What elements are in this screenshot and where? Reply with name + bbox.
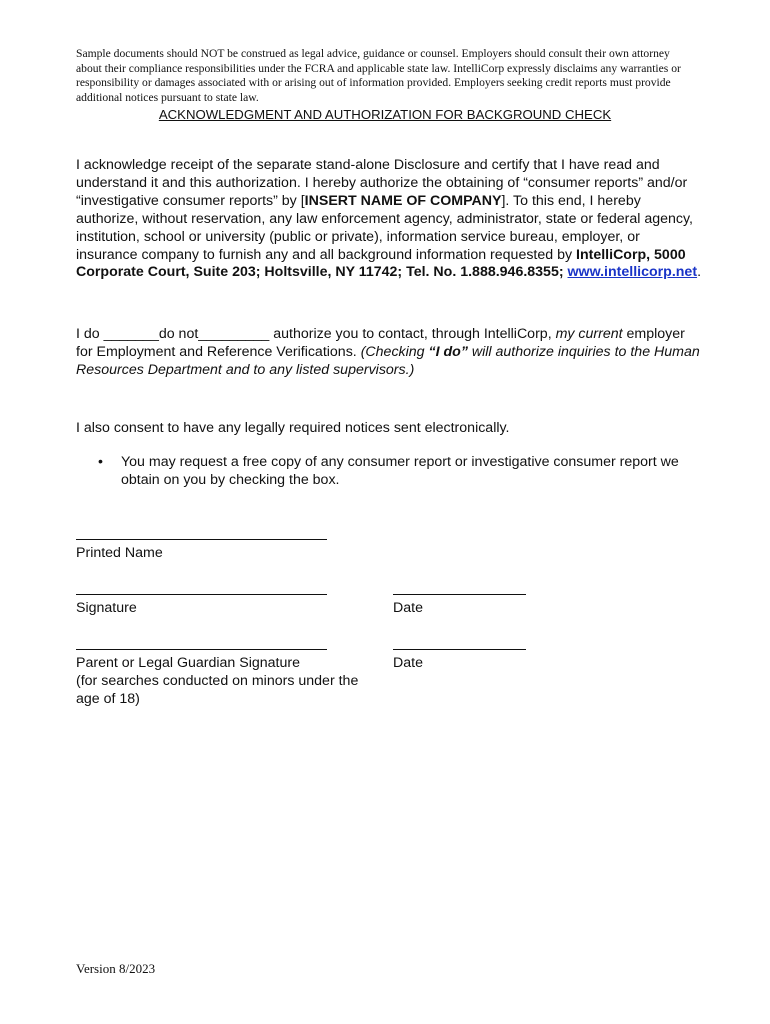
- guardian-date-label: Date: [393, 655, 423, 671]
- authorization-text-continued: ]. To this end, I hereby authorize, without reservation, any law enforcement agency, administrator, state or federal agency, institution, school or university (public or private), information service bureau, employer, or insurance company to furnish any and all background information requested by: [76, 192, 693, 263]
- intellicorp-website-link[interactable]: www.intellicorp.net: [567, 264, 698, 281]
- document-title: ACKNOWLEDGMENT AND AUTHORIZATION FOR BACKGROUND CHECK: [158, 107, 612, 122]
- employer-contact-text-continued: employer for Employment and Reference Verifications.: [76, 326, 685, 360]
- date-label: Date: [393, 600, 423, 616]
- guardian-signature-line[interactable]: [76, 649, 327, 650]
- authorization-paragraph: [76, 157, 701, 282]
- checking-note-start: (Checking: [360, 343, 429, 360]
- printed-name-line[interactable]: [76, 539, 327, 540]
- signature-label: Signature: [76, 600, 137, 616]
- guardian-signature-note: (for searches conducted on minors under the age of 18): [76, 672, 359, 707]
- electronic-consent-paragraph: I also consent to have any legally required notices sent electronically.: [76, 420, 510, 436]
- employer-contact-text: I do _______do not_________ authorize you to contact, through IntelliCorp,: [76, 326, 556, 342]
- intellicorp-address: IntelliCorp, 5000 Corporate Court, Suite 203; Holtsville, NY 11742; Tel. No. 1.888.946.8355;: [76, 246, 686, 281]
- date-line[interactable]: [393, 594, 526, 595]
- signature-line[interactable]: [76, 594, 327, 595]
- authorization-end: .: [697, 264, 702, 281]
- printed-name-label: Printed Name: [76, 545, 163, 561]
- guardian-signature-title: Parent or Legal Guardian Signature: [76, 655, 300, 671]
- guardian-signature-label: [76, 655, 366, 709]
- guardian-date-line[interactable]: [393, 649, 526, 650]
- employer-contact-paragraph: [76, 326, 701, 380]
- checking-note-end: will authorize inquiries to the Human Resources Department and to any listed supervisors.): [76, 343, 700, 378]
- bullet-icon: •: [98, 454, 103, 470]
- version-footer: Version 8/2023: [76, 961, 156, 976]
- authorization-text: I acknowledge receipt of the separate stand-alone Disclosure and certify that I have read and understand it and this authorization. I hereby authorize the obtaining of “consumer reports” and/or “investigative consumer reports” by [: [76, 157, 688, 209]
- employer-contact-italic: my current: [555, 326, 623, 342]
- free-copy-text: You may request a free copy of any consumer report or investigative consumer report we obtain on you by checking the box.: [121, 454, 679, 488]
- legal-disclaimer: Sample documents should NOT be construed as legal advice, guidance or counsel. Employers should consult their own attorney about their compliance responsibilities under the FCRA and applicable state law. IntelliCorp expressly disclaims any warranties or responsibility or damages associated with or arising out of information provided. Employers seeking credit reports must provide additional notices pursuant to state law.: [76, 47, 681, 104]
- company-placeholder: INSERT NAME OF COMPANY: [304, 192, 502, 209]
- i-do-emphasis: “I do”: [428, 343, 468, 360]
